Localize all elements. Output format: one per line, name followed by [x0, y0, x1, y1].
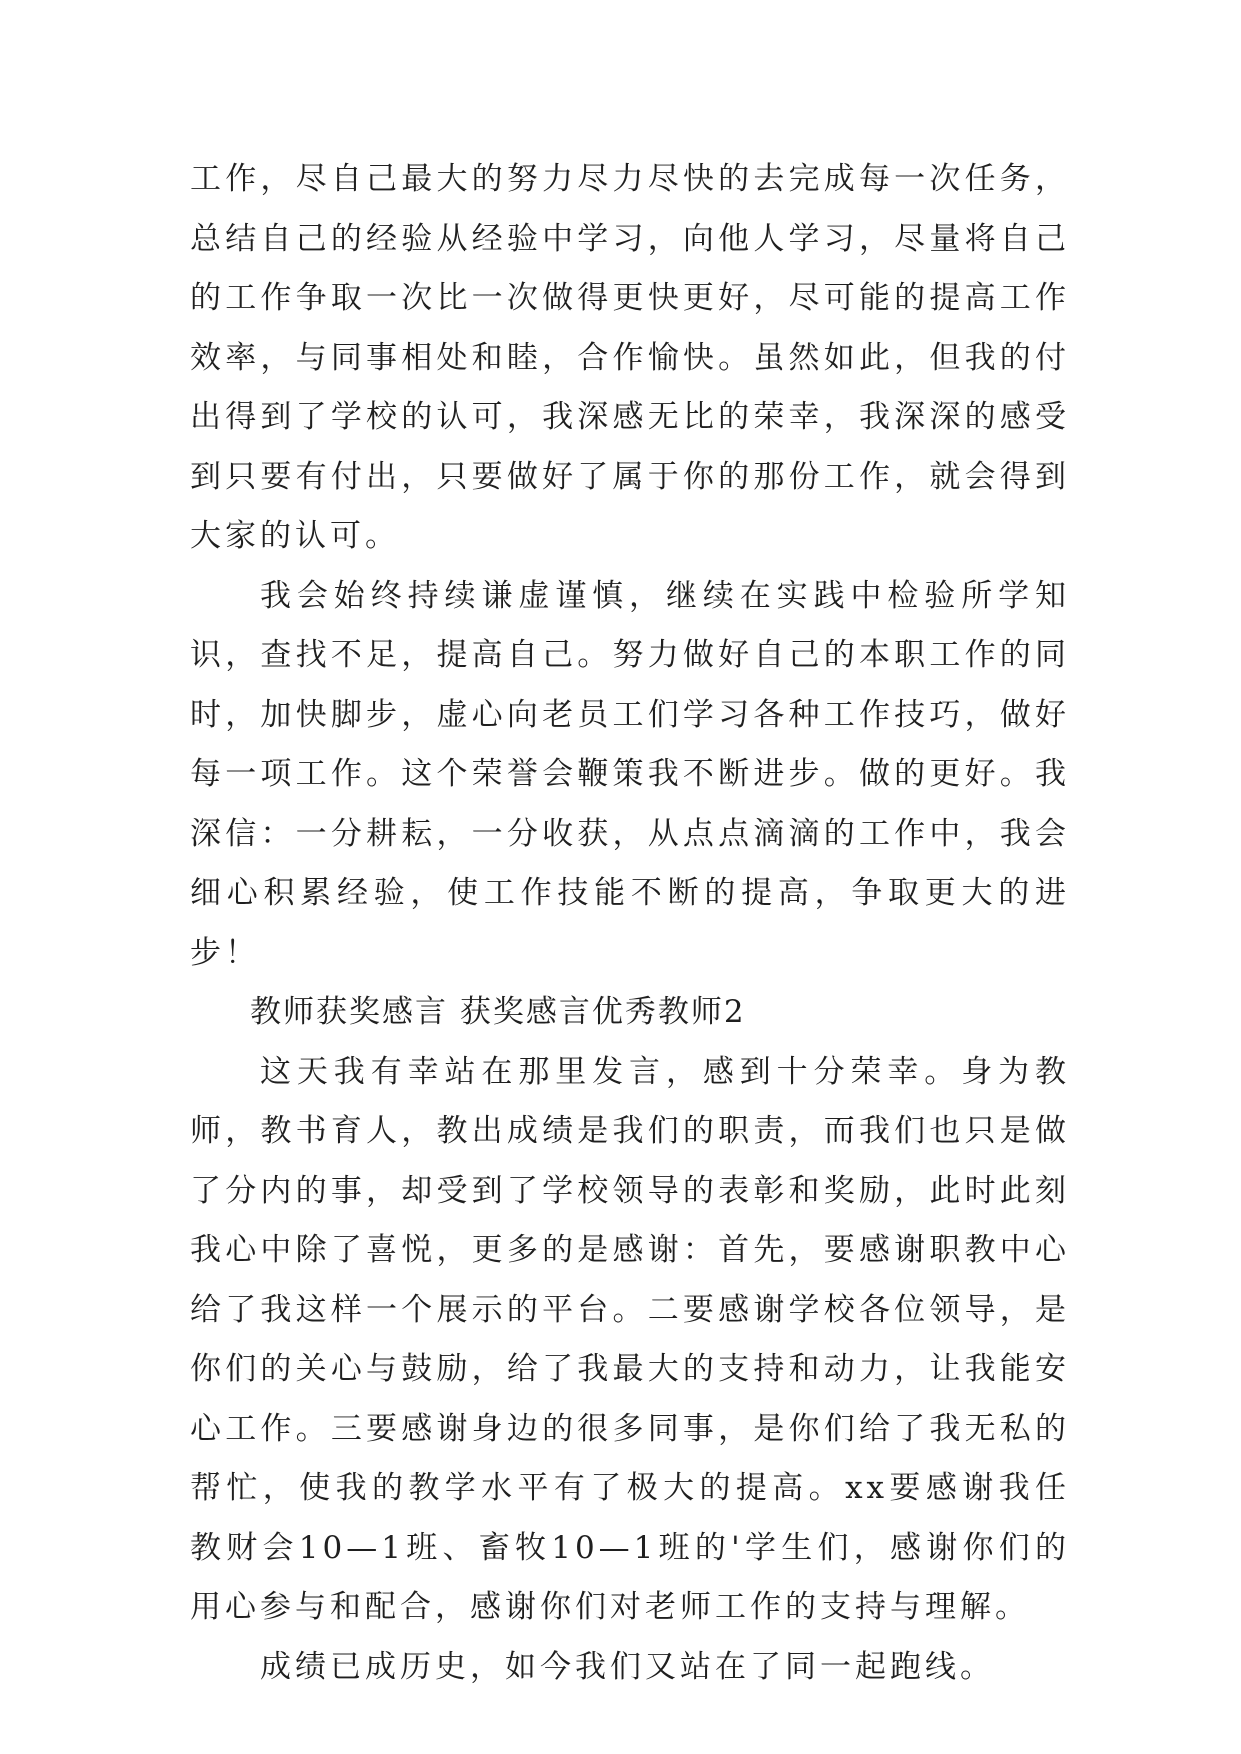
- paragraph-commitment: 我会始终持续谦虚谨慎，继续在实践中检验所学知识，查找不足，提高自己。努力做好自己的本职工作的同时，加快脚步，虚心向老员工们学习各种工作技巧，做好每一项工作。这个荣誉会鞭策我不断进步。做的更好。我深信：一分耕耘，一分收获，从点点滴滴的工作中，我会细心积累经验，使工作技能不断的提高，争取更大的进步！: [190, 577, 1070, 971]
- section-heading: 教师获奖感言 获奖感言优秀教师2: [250, 994, 746, 1030]
- paragraph-speech: 这天我有幸站在那里发言，感到十分荣幸。身为教师，教书育人，教出成绩是我们的职责，而我们也只是做了分内的事，却受到了学校领导的表彰和奖励，此时此刻我心中除了喜悦，更多的是感谢：首先，要感谢职教中心给了我这样一个展示的平台。二要感谢学校各位领导，是你们的关心与鼓励，给了我最大的支持和动力，让我能安心工作。三要感谢身边的很多同事，是你们给了我无私的帮忙，使我的教学水平有了极大的提高。xx要感谢我任教财会10—1班、畜牧10—1班的'学生们，感谢你们的用心参与和配合，感谢你们对老师工作的支持与理解。: [190, 1053, 1070, 1625]
- paragraph-closing: 成绩已成历史，如今我们又站在了同一起跑线。: [260, 1648, 995, 1685]
- paragraph-continuation: 工作，尽自己最大的努力尽力尽快的去完成每一次任务，总结自己的经验从经验中学习，向他人学习，尽量将自己的工作争取一次比一次做得更快更好，尽可能的提高工作效率，与同事相处和睦，合作愉快。虽然如此，但我的付出得到了学校的认可，我深感无比的荣幸，我深深的感受到只要有付出，只要做好了属于你的那份工作，就会得到大家的认可。: [190, 161, 1070, 554]
- document-body: [190, 150, 1070, 1697]
